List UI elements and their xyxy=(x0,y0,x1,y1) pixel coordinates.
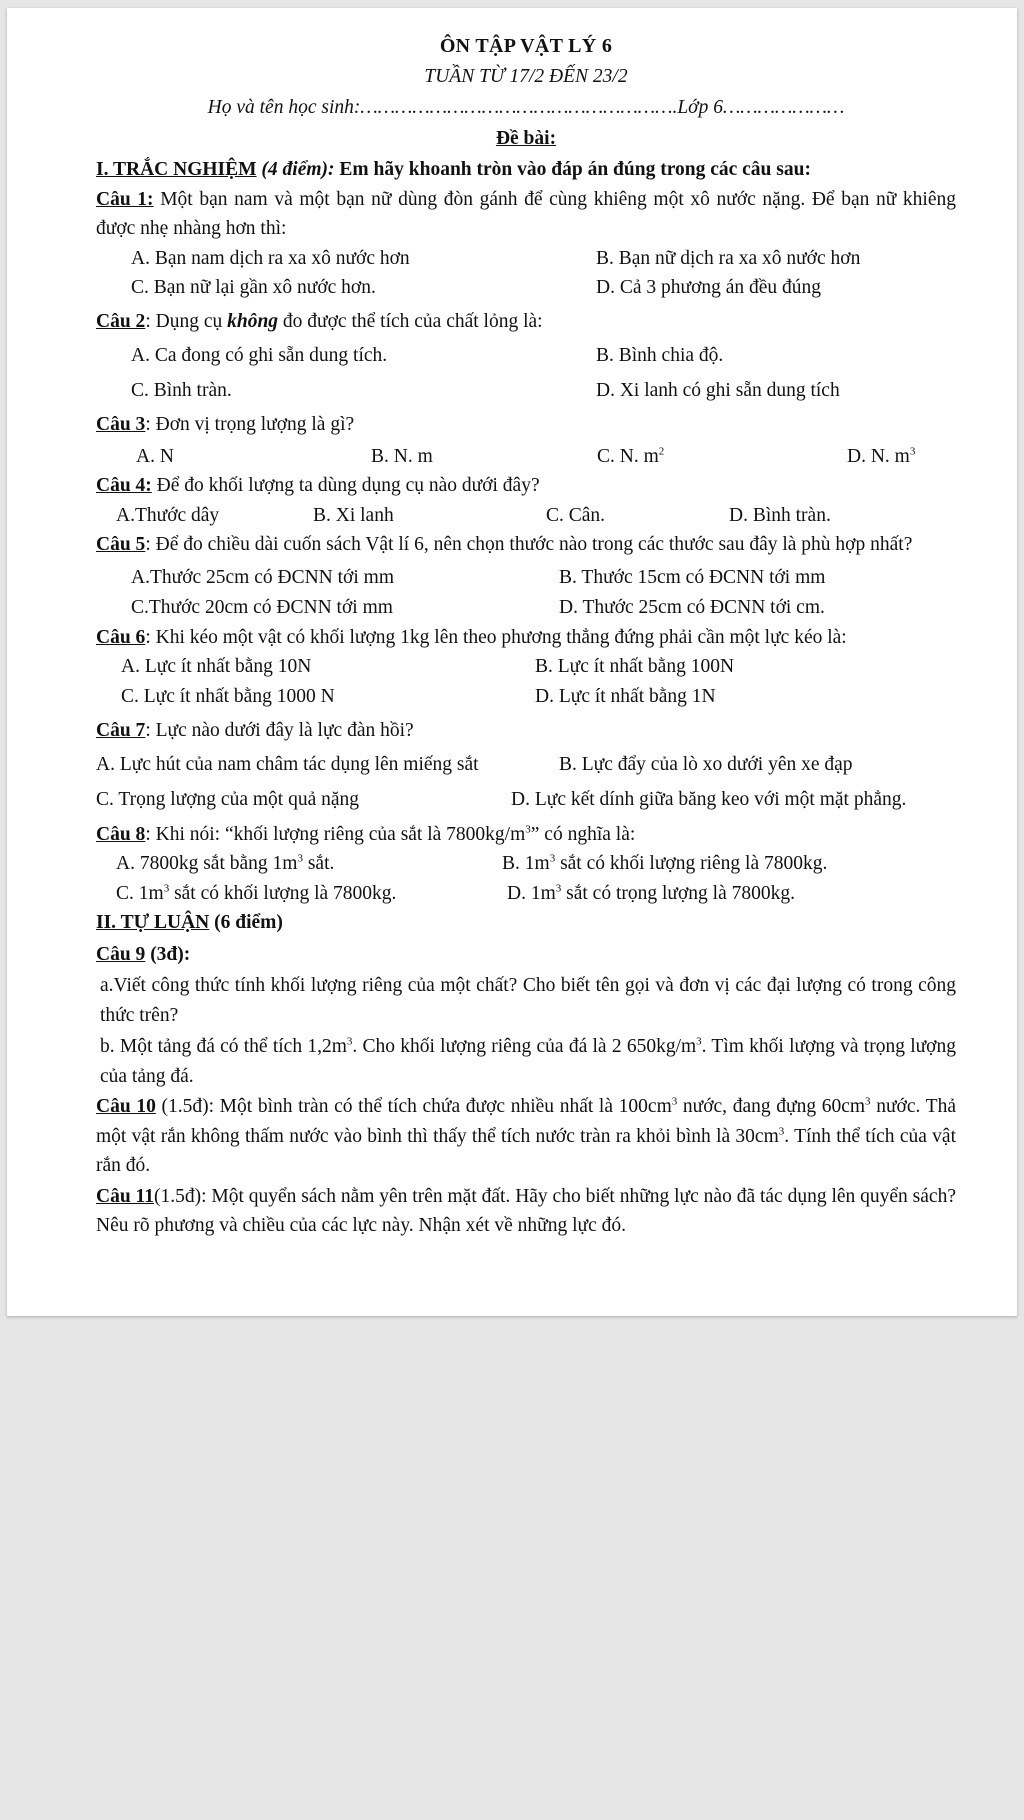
question-6 xyxy=(96,623,956,653)
q9-part-b xyxy=(96,1032,956,1091)
q2-option-c[interactable]: C. Bình tràn. xyxy=(131,379,232,401)
q2-text-end: đo được thể tích của chất lỏng là: xyxy=(278,310,543,332)
q10-text-2: nước, đang đựng 60cm xyxy=(677,1096,866,1117)
q4-text: Để đo khối lượng ta dùng dụng cụ nào dưới đây? xyxy=(151,475,540,496)
q5-option-c[interactable]: C.Thước 20cm có ĐCNN tới mm xyxy=(131,597,393,618)
q8-b-text: B. 1m xyxy=(502,853,550,874)
question-1 xyxy=(96,185,956,244)
q8-options xyxy=(96,849,956,908)
q10-sup-1: 3 xyxy=(671,1095,678,1108)
q3-option-d[interactable] xyxy=(847,442,915,472)
q8-b-sup: 3 xyxy=(549,852,556,865)
q5-option-d[interactable]: D. Thước 25cm có ĐCNN tới cm. xyxy=(559,597,825,618)
q6-text: : Khi kéo một vật có khối lượng 1kg lên theo phương thẳng đứng phải cần một lực kéo là: xyxy=(145,626,847,648)
q10-label: Câu 10 xyxy=(96,1096,156,1117)
q1-option-b[interactable]: B. Bạn nữ dịch ra xa xô nước hơn xyxy=(596,247,861,269)
q1-option-d[interactable]: D. Cả 3 phương án đều đúng xyxy=(596,277,822,298)
section2-points: (6 điểm) xyxy=(209,912,283,933)
q9-b-text-3: . Tìm khối lượng và trọng lượng của tảng đá. xyxy=(100,1036,956,1087)
q3-option-c-sup: 2 xyxy=(658,445,665,457)
q5-option-a[interactable]: A.Thước 25cm có ĐCNN tới mm xyxy=(131,566,394,588)
q6-label: Câu 6 xyxy=(96,626,146,648)
q5-text: : Để đo chiều dài cuốn sách Vật lí 6, nên chọn thước nào trong các thước sau đây là phù hợp nhất? xyxy=(145,534,913,555)
q10-sup-2: 3 xyxy=(865,1095,871,1108)
q6-option-a[interactable]: A. Lực ít nhất bằng 10N xyxy=(121,656,312,677)
q3-option-c-text: C. N. m xyxy=(597,445,659,467)
section1-points: (4 điểm): xyxy=(261,159,335,180)
q10-text-1: (1.5đ): Một bình tràn có thể tích chứa được nhiều nhất là 100cm xyxy=(155,1096,672,1117)
q8-c-text-end: sắt có khối lượng là 7800kg. xyxy=(169,882,397,904)
q11-text: (1.5đ): Một quyển sách nằm yên trên mặt đất. Hãy cho biết những lực nào đã tác dụng lên quyển sách? Nêu rõ phương và chiều của các lực này. Nhận xét về những lực đó. xyxy=(96,1185,956,1236)
document-page xyxy=(7,8,1017,1316)
q2-label: Câu 2 xyxy=(96,310,146,332)
question-3 xyxy=(96,410,956,440)
q8-sup: 3 xyxy=(525,823,531,835)
question-8 xyxy=(96,820,956,850)
q5-options xyxy=(96,563,956,623)
doc-subtitle: TUẦN TỪ 17/2 ĐẾN 23/2 xyxy=(424,65,628,87)
q8-text-end: ” có nghĩa là: xyxy=(530,823,636,845)
q2-options xyxy=(96,341,956,405)
q8-option-d[interactable] xyxy=(507,879,795,909)
section1-title: I. TRẮC NGHIỆM xyxy=(96,159,257,180)
q7-option-a[interactable]: A. Lực hút của nam châm tác dụng lên miếng sắt xyxy=(96,753,479,775)
q3-option-d-sup: 3 xyxy=(909,445,916,457)
document-content xyxy=(96,32,956,1241)
q2-option-a[interactable]: A. Ca đong có ghi sẵn dung tích. xyxy=(131,345,388,366)
question-9 xyxy=(96,940,956,970)
q8-c-text: C. 1m xyxy=(116,882,164,904)
q7-option-b[interactable]: B. Lực đẩy của lò xo dưới yên xe đạp xyxy=(559,753,853,775)
q7-options xyxy=(96,750,956,815)
q9-label: Câu 9 xyxy=(96,943,146,965)
q4-options xyxy=(96,501,956,531)
q3-options xyxy=(96,442,956,472)
q8-option-c[interactable] xyxy=(116,879,507,909)
q5-label: Câu 5 xyxy=(96,534,146,555)
q8-a-sup: 3 xyxy=(297,852,303,865)
q8-a-text: A. 7800kg sắt bằng 1m xyxy=(116,853,298,874)
q8-d-text: D. 1m xyxy=(507,882,556,904)
q10-sup-3: 3 xyxy=(778,1125,785,1137)
student-info-line: Họ và tên học sinh:……………………………………………….Lớp 6………………… xyxy=(207,97,845,118)
q2-option-d[interactable]: D. Xi lanh có ghi sẵn dung tích xyxy=(596,379,840,401)
q7-text: : Lực nào dưới đây là lực đàn hồi? xyxy=(145,720,414,741)
question-11 xyxy=(96,1182,956,1241)
q2-option-b[interactable]: B. Bình chia độ. xyxy=(596,345,724,366)
q9-b-text-2: . Cho khối lượng riêng của đá là 2 650kg/m xyxy=(352,1036,697,1057)
q6-option-c[interactable]: C. Lực ít nhất bằng 1000 N xyxy=(121,685,335,707)
q8-a-text-end: sắt. xyxy=(302,853,335,874)
question-10 xyxy=(96,1092,956,1181)
section1-instruction: Em hãy khoanh tròn vào đáp án đúng trong các câu sau: xyxy=(334,159,811,180)
q4-option-d[interactable]: D. Bình tràn. xyxy=(729,504,831,526)
q6-option-d[interactable]: D. Lực ít nhất bằng 1N xyxy=(535,685,716,707)
section2-heading xyxy=(96,908,956,938)
q1-text: Một bạn nam và một bạn nữ dùng đòn gánh để cùng khiêng một xô nước nặng. Để bạn nữ khiêng được nhẹ nhàng hơn thì: xyxy=(96,188,957,239)
q8-option-a[interactable] xyxy=(116,849,502,879)
q5-option-b[interactable]: B. Thước 15cm có ĐCNN tới mm xyxy=(559,566,826,588)
q10-text-3: nước. Thả một vật rắn không thấm nước vào bình thì thấy thể tích nước tràn ra khỏi bình là 30cm xyxy=(96,1096,956,1147)
q8-option-b[interactable] xyxy=(502,849,827,879)
q4-label: Câu 4: xyxy=(96,475,152,496)
q2-text-start: : Dụng cụ xyxy=(145,310,228,332)
q8-c-sup: 3 xyxy=(163,882,170,894)
q4-option-b[interactable]: B. Xi lanh xyxy=(313,504,394,526)
q4-option-a[interactable]: A.Thước dây xyxy=(116,504,220,526)
section1-heading xyxy=(96,155,956,185)
q10-text-4: . Tính thể tích của vật rắn đó. xyxy=(96,1125,956,1176)
q9-b-text-1: b. Một tảng đá có thể tích 1,2m xyxy=(100,1036,347,1057)
q8-text-start: : Khi nói: “khối lượng riêng của sắt là 7800kg/m xyxy=(145,823,526,845)
q1-option-a[interactable]: A. Bạn nam dịch ra xa xô nước hơn xyxy=(131,247,410,269)
de-bai-heading: Đề bài: xyxy=(495,127,557,149)
q9-points: (3đ): xyxy=(145,943,191,965)
q7-label: Câu 7 xyxy=(96,720,146,741)
q7-option-d[interactable]: D. Lực kết dính giữa băng keo với một mặt phẳng. xyxy=(511,789,907,810)
question-4 xyxy=(96,471,956,501)
q9-part-a: a.Viết công thức tính khối lượng riêng của một chất? Cho biết tên gọi và đơn vị các đại lượng có trong công thức trên? xyxy=(100,975,956,1026)
question-5 xyxy=(96,530,956,560)
q3-text: : Đơn vị trọng lượng là gì? xyxy=(145,414,355,435)
q11-label: Câu 11 xyxy=(96,1185,154,1207)
q7-option-c[interactable]: C. Trọng lượng của một quả nặng xyxy=(96,789,360,810)
q1-options xyxy=(96,244,956,303)
q1-label: Câu 1: xyxy=(96,188,154,210)
q8-label: Câu 8 xyxy=(96,823,146,845)
q3-option-c[interactable] xyxy=(597,442,847,472)
question-7 xyxy=(96,716,956,746)
q3-option-d-text: D. N. m xyxy=(847,445,910,467)
q8-b-text-end: sắt có khối lượng riêng là 7800kg. xyxy=(555,853,828,874)
q3-option-b[interactable]: B. N. m xyxy=(371,445,433,467)
question-2 xyxy=(96,307,956,337)
q6-options xyxy=(96,652,956,711)
q1-option-c[interactable]: C. Bạn nữ lại gần xô nước hơn. xyxy=(131,277,376,298)
q9-b-sup-1: 3 xyxy=(346,1035,353,1048)
q3-label: Câu 3 xyxy=(96,414,146,435)
q6-option-b[interactable]: B. Lực ít nhất bằng 100N xyxy=(535,656,735,677)
q4-option-c[interactable]: C. Cân. xyxy=(546,504,606,526)
q8-d-sup: 3 xyxy=(555,882,562,894)
q8-d-text-end: sắt có trọng lượng là 7800kg. xyxy=(561,882,795,904)
q9-b-sup-2: 3 xyxy=(696,1035,702,1048)
q2-emphasis: không xyxy=(227,310,279,332)
section2-title: II. TỰ LUẬN xyxy=(96,912,210,933)
q3-option-a[interactable]: A. N xyxy=(136,445,174,467)
doc-title: ÔN TẬP VẬT LÝ 6 xyxy=(439,35,613,57)
